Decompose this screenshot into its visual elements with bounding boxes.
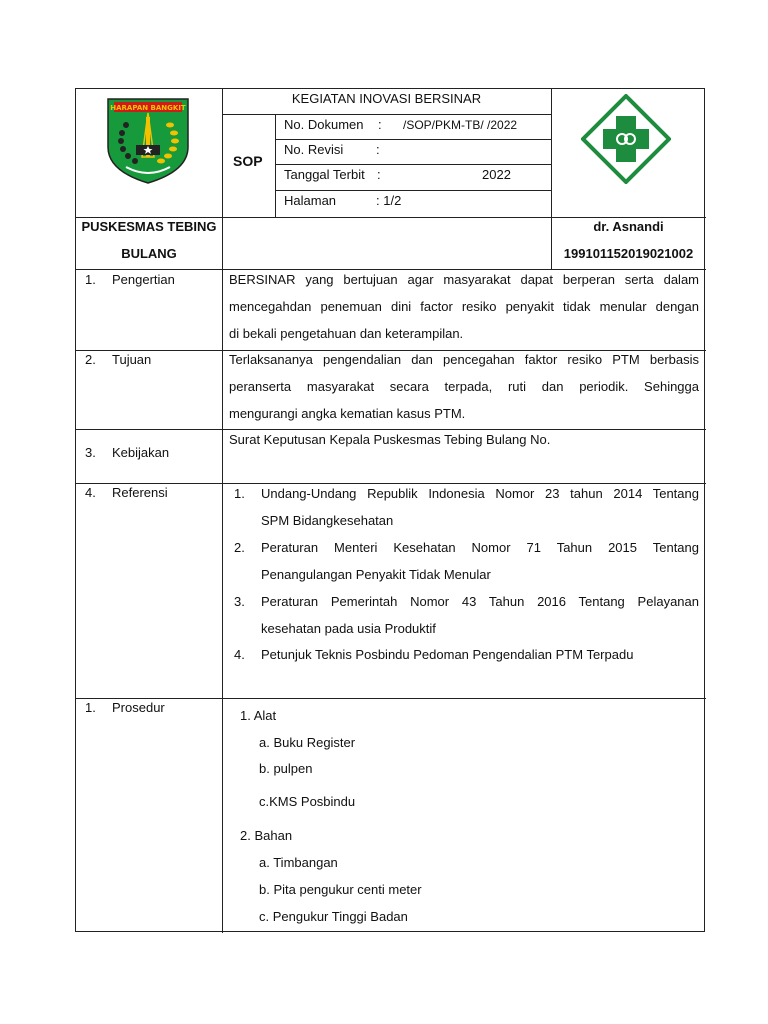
sop-divider <box>275 114 276 217</box>
regional-logo <box>102 97 194 185</box>
halaman-value: : 1/2 <box>376 193 402 208</box>
referensi-item: Undang-Undang Republik Indonesia Nomor 23 tahun 2014 Tentang SPM Bidangkesehatan <box>261 486 699 528</box>
sop-document: HARAPAN BANGKIT KEGIATAN INOVASI BERSINAR SOP No. Dokumen : /SOP/PKM-TB/ /2022 No. Revisi : Tanggal Terbit : 2022 Halaman : 1/2 PUSKESMAS TEBING BULANG dr. Asnandi 199101152019021002 1. Pengertian BERSINAR yang bertujuan agar masyarakat dapat berperan serta dalam mencegahdan penemuan dini factor resiko penyakit tidak menular dengan di bekali pengetahuan dan keterampilan. 2. Tujuan Terlaksananya pengendalian dan pencegahan faktor resiko PTM berbasis peranserta masyarakat secara terpada, ruti dan periodik. Sehingga mengurangi angka kematian kasus PTM. 3. Kebijakan Surat Keputusan Kepala Puskesmas Tebing Bulang No. 4. Referensi 1. Undang-Undang Republik Indonesia Nomor 23 tahun 2014 Tentang SPM Bidangkesehatan 2. Peraturan Menteri Kesehatan Nomor 71 Tahun 2015 Tentang Penangulangan Penyakit Tidak Menular 3. Peraturan Pemerintah Nomor 43 Tahun 2016 Tentang Pelayanan kesehatan pada usia Produktif 4. Petunjuk Teknis Posbindu Pedoman Pengendalian PTM Terpadu 1. Prosedur 1. Alat a. Buku Register b. pulpen c.KMS Posbindu 2. Bahan a. Timbangan b. Pita pengukur centi meter c. Pengukur Tinggi Badan <box>75 88 705 932</box>
tujuan-text: Terlaksananya pengendalian dan pencegahan faktor resiko PTM berbasis peranserta masyarakat secara terpada, ruti dan periodik. Sehingga mengurangi angka kematian kasus PTM. <box>229 352 699 421</box>
referensi-item: Peraturan Pemerintah Nomor 43 Tahun 2016 Tentang Pelayanan kesehatan pada usia Produktif <box>261 594 699 636</box>
no-dokumen-label: No. Dokumen <box>284 117 364 132</box>
section-label-kebijakan: Kebijakan <box>112 445 170 460</box>
prosedur-bahan-title: 2. Bahan <box>240 828 293 843</box>
pengertian-text: BERSINAR yang bertujuan agar masyarakat dapat berperan serta dalam mencegahdan penemuan dini factor resiko penyakit tidak menular dengan di bekali pengetahuan dan keterampilan. <box>229 272 699 341</box>
prosedur-item: c.KMS Posbindu <box>259 794 356 809</box>
no-dokumen-value: /SOP/PKM-TB/ /2022 <box>403 118 518 132</box>
signer-name: dr. Asnandi <box>593 219 664 234</box>
referensi-item: Petunjuk Teknis Posbindu Pedoman Pengendalian PTM Terpadu <box>261 647 634 662</box>
col-divider-right <box>551 89 552 269</box>
prosedur-item: c. Pengukur Tinggi Badan <box>259 909 408 924</box>
org-name-line1: PUSKESMAS TEBING <box>81 219 217 234</box>
prosedur-alat-title: 1. Alat <box>240 708 277 723</box>
section-label-referensi: Referensi <box>112 485 168 500</box>
referensi-item: Peraturan Menteri Kesehatan Nomor 71 Tahun 2015 Tentang Penangulangan Penyakit Tidak Menular <box>261 540 699 582</box>
sop-label: SOP <box>233 153 263 169</box>
puskesmas-logo <box>581 94 671 184</box>
no-revisi-label: No. Revisi <box>284 142 344 157</box>
section-label-prosedur: Prosedur <box>112 700 165 715</box>
document-title: KEGIATAN INOVASI BERSINAR <box>291 91 482 106</box>
tanggal-terbit-label: Tanggal Terbit <box>284 167 365 182</box>
kebijakan-text: Surat Keputusan Kepala Puskesmas Tebing Bulang No. <box>229 432 551 447</box>
prosedur-item: a. Timbangan <box>259 855 338 870</box>
signer-nip: 199101152019021002 <box>563 246 694 261</box>
tanggal-terbit-value: 2022 <box>482 167 511 182</box>
section-label-tujuan: Tujuan <box>112 352 152 367</box>
section-label-pengertian: Pengertian <box>112 272 175 287</box>
prosedur-item: b. pulpen <box>259 761 313 776</box>
svg-text:HARAPAN BANGKIT: HARAPAN BANGKIT <box>110 104 186 112</box>
prosedur-item: a. Buku Register <box>259 735 356 750</box>
halaman-label: Halaman <box>284 193 337 208</box>
title-underline <box>222 114 552 115</box>
org-name-line2: BULANG <box>121 246 177 261</box>
prosedur-item: b. Pita pengukur centi meter <box>259 882 422 897</box>
col-divider-left <box>222 89 223 698</box>
